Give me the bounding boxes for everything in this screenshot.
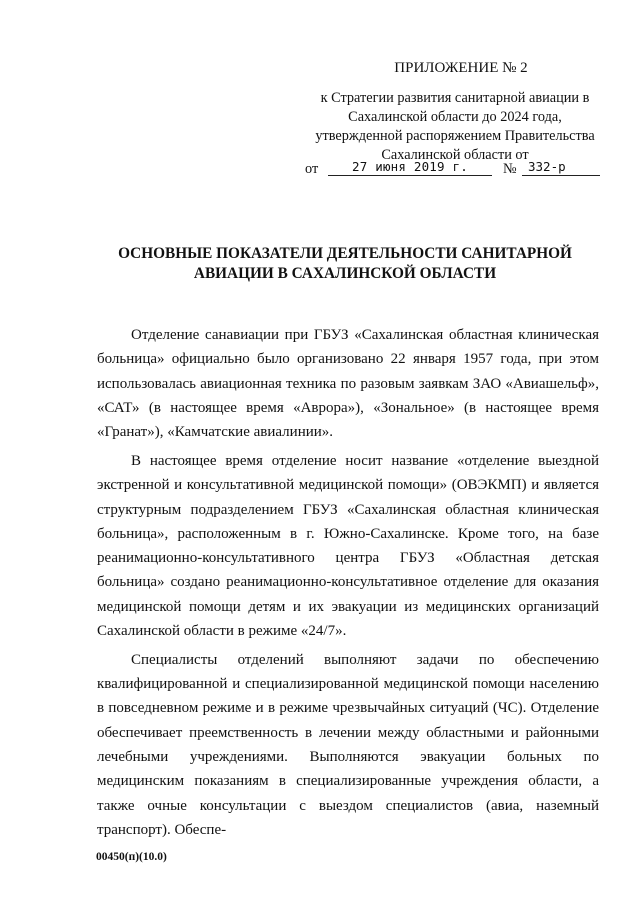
order-number: 332-р [522,159,600,176]
appendix-line: Сахалинской области до 2024 года, [348,109,562,125]
document-body [97,323,599,847]
order-date-number [300,161,600,181]
appendix-line: к Стратегии развития санитарной авиации в [320,90,590,106]
heading-line: АВИАЦИИ В САХАЛИНСКОЙ ОБЛАСТИ [193,265,497,282]
paragraph: Отделение санавиации при ГБУЗ «Сахалинская областная клиническая больница» официально было организовано 22 января 1957 года, при этом использовалась авиационная техника по разовым заявкам ЗАО «Авиашельф», «САТ» (в настоящее время «Аврора»), «Зональное» (в настоящее время «Гранат»), «Камчатские авиалинии». [97,327,599,441]
order-date: 27 июня 2019 г. [328,159,492,176]
appendix-line: утвержденной распоряжением Правительства [315,128,595,144]
footer-code: 00450(п)(10.0) [96,851,167,863]
document-heading [90,244,600,284]
paragraph: В настоящее время отделение носит название «отделение выездной экстренной и консультативной медицинской помощи» (ОВЭКМП) и является структурным подразделением ГБУЗ «Сахалинская областная клиническая больница», расположенным в г. Южно-Сахалинске. Кроме того, на базе реанимационно-консультативного центра ГБУЗ «Областная детская больница» создано реанимационно-консультативное отделение для оказания медицинской помощи детям и их эвакуации из медицинских организаций Сахалинской области в режиме «24/7». [97,452,599,640]
number-label: № [503,161,517,177]
heading-line: ОСНОВНЫЕ ПОКАЗАТЕЛИ ДЕЯТЕЛЬНОСТИ САНИТАРНОЙ [118,245,572,262]
date-label: от [305,161,319,177]
paragraph: Специалисты отделений выполняют задачи по обеспечению квалифицированной и специализированной медицинской помощи населению в повседневном режиме и в режиме чрезвычайных ситуаций (ЧС). Отделение обеспечивает преемственность в лечении между областными и районными лечебными учреждениями. Выполняются эвакуации больных по медицинским показаниям в специализированные учреждения области, а также очные консультации с выездом специалистов (авиа, наземный транспорт). Обеспе- [97,651,599,838]
appendix-header [295,60,615,165]
appendix-line: Сахалинской области от [381,147,529,163]
appendix-title: ПРИЛОЖЕНИЕ № 2 [394,60,528,76]
